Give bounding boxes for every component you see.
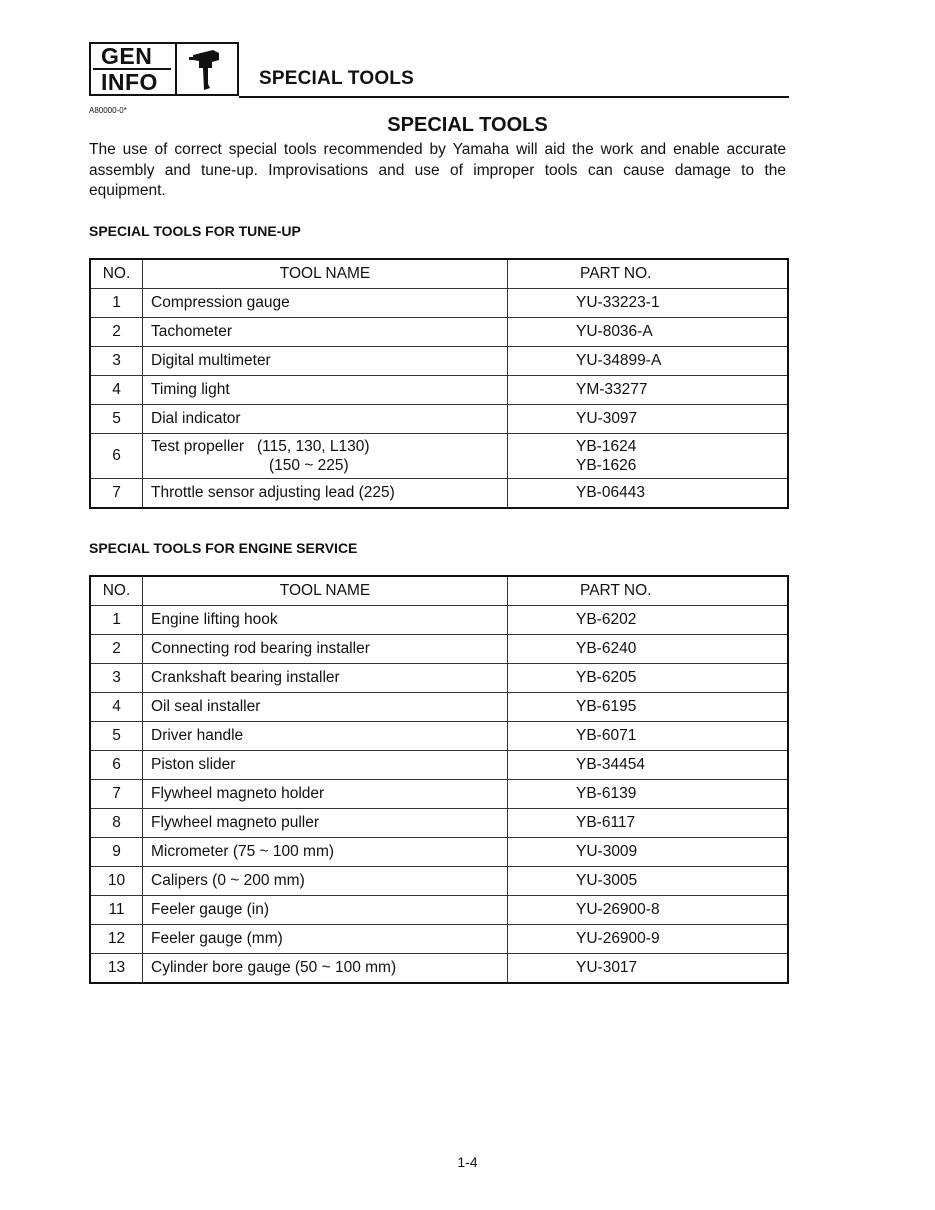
table-row [90, 722, 788, 751]
row-no: 11 [90, 896, 143, 925]
table-row [90, 347, 788, 376]
row-no: 3 [90, 664, 143, 693]
column-header-tool-name: TOOL NAME [143, 259, 508, 289]
row-part-no: YB-34454 [508, 751, 789, 780]
main-title: SPECIAL TOOLS [387, 114, 548, 136]
row-tool-name: Feeler gauge (in) [143, 896, 508, 925]
row-part-no: YB-6240 [508, 635, 789, 664]
table-row [90, 693, 788, 722]
row-part-no: YB-06443 [508, 479, 789, 509]
row-no: 3 [90, 347, 143, 376]
table-row [90, 434, 788, 479]
table-row [90, 635, 788, 664]
row-tool-name: Oil seal installer [143, 693, 508, 722]
row-tool-name: Feeler gauge (mm) [143, 925, 508, 954]
tuneup-table [89, 258, 789, 509]
table-row [90, 318, 788, 347]
row-part-no: YB-6117 [508, 809, 789, 838]
row-tool-name: Piston slider [143, 751, 508, 780]
table-row [90, 809, 788, 838]
table-row [90, 751, 788, 780]
logo-line2: INFO [101, 69, 158, 95]
table-row [90, 376, 788, 405]
row-part-no: YU-8036-A [508, 318, 789, 347]
row-no: 12 [90, 925, 143, 954]
row-tool-name: Connecting rod bearing installer [143, 635, 508, 664]
row-tool-name: Micrometer (75 ~ 100 mm) [143, 838, 508, 867]
row-no: 5 [90, 722, 143, 751]
page-header [89, 42, 789, 98]
row-no: 1 [90, 289, 143, 318]
row-tool-name: Calipers (0 ~ 200 mm) [143, 867, 508, 896]
row-tool-name: Tachometer [143, 318, 508, 347]
row-no: 9 [90, 838, 143, 867]
row-no: 4 [90, 376, 143, 405]
row-no: 7 [90, 479, 143, 509]
row-part-no: YU-3097 [508, 405, 789, 434]
row-no: 10 [90, 867, 143, 896]
row-no: 5 [90, 405, 143, 434]
row-no: 6 [90, 751, 143, 780]
table-row [90, 780, 788, 809]
row-tool-name: Digital multimeter [143, 347, 508, 376]
table-row [90, 896, 788, 925]
gen-info-logo [89, 42, 239, 96]
table-row [90, 606, 788, 635]
section-title: SPECIAL TOOLS [259, 68, 414, 89]
table-row [90, 838, 788, 867]
engine-heading: SPECIAL TOOLS FOR ENGINE SERVICE [89, 540, 358, 556]
row-tool-name: Timing light [143, 376, 508, 405]
row-no: 2 [90, 318, 143, 347]
row-part-no: YU-33223-1 [508, 289, 789, 318]
row-no: 8 [90, 809, 143, 838]
row-no: 6 [90, 434, 143, 479]
header-rule [239, 96, 789, 98]
table-row [90, 289, 788, 318]
row-part-no: YB-6139 [508, 780, 789, 809]
row-tool-name: Engine lifting hook [143, 606, 508, 635]
row-no: 2 [90, 635, 143, 664]
row-tool-name: Flywheel magneto holder [143, 780, 508, 809]
row-part-no: YU-26900-8 [508, 896, 789, 925]
tool-name-line1: Test propeller (115, 130, L130) [151, 438, 370, 455]
logo-line1: GEN [93, 44, 171, 70]
table-header-row [90, 259, 788, 289]
row-part-no: YB-6202 [508, 606, 789, 635]
row-part-no: YB-6205 [508, 664, 789, 693]
row-part-no: YB-6195 [508, 693, 789, 722]
tuneup-heading: SPECIAL TOOLS FOR TUNE-UP [89, 223, 301, 239]
table-row [90, 405, 788, 434]
row-tool-name: Crankshaft bearing installer [143, 664, 508, 693]
row-tool-name: Cylinder bore gauge (50 ~ 100 mm) [143, 954, 508, 984]
row-no: 13 [90, 954, 143, 984]
column-header-part-no: PART NO. [508, 576, 789, 606]
document-code: A80000-0* [89, 106, 127, 115]
row-no: 1 [90, 606, 143, 635]
column-header-no: NO. [90, 576, 143, 606]
outboard-motor-icon [179, 46, 237, 94]
column-header-no: NO. [90, 259, 143, 289]
row-tool-name: Dial indicator [143, 405, 508, 434]
row-part-no: YU-26900-9 [508, 925, 789, 954]
row-tool-name: Flywheel magneto puller [143, 809, 508, 838]
tool-name-line2: (150 ~ 225) [269, 457, 349, 474]
row-part-no: YM-33277 [508, 376, 789, 405]
row-part-no: YU-3009 [508, 838, 789, 867]
engine-table [89, 575, 789, 984]
table-row [90, 867, 788, 896]
row-tool-name: Driver handle [143, 722, 508, 751]
part-no-line1: YB-1624 [576, 438, 637, 455]
table-row [90, 925, 788, 954]
logo-text [93, 44, 177, 94]
row-part-no: YU-34899-A [508, 347, 789, 376]
part-no-line2: YB-1626 [576, 457, 637, 474]
row-tool-name [143, 434, 508, 479]
row-part-no: YU-3005 [508, 867, 789, 896]
row-part-no: YU-3017 [508, 954, 789, 984]
page-number: 1-4 [457, 1154, 478, 1170]
column-header-tool-name: TOOL NAME [143, 576, 508, 606]
row-tool-name: Compression gauge [143, 289, 508, 318]
table-row [90, 954, 788, 984]
intro-paragraph: The use of correct special tools recommended by Yamaha will aid the work and enable accurate assembly and tune-up. Improvisations and use of improper tools can cause damage to the equipment. [89, 141, 786, 199]
table-row [90, 479, 788, 509]
row-part-no [508, 434, 789, 479]
row-no: 4 [90, 693, 143, 722]
row-tool-name: Throttle sensor adjusting lead (225) [143, 479, 508, 509]
row-no: 7 [90, 780, 143, 809]
row-part-no: YB-6071 [508, 722, 789, 751]
table-header-row [90, 576, 788, 606]
table-row [90, 664, 788, 693]
column-header-part-no: PART NO. [508, 259, 789, 289]
